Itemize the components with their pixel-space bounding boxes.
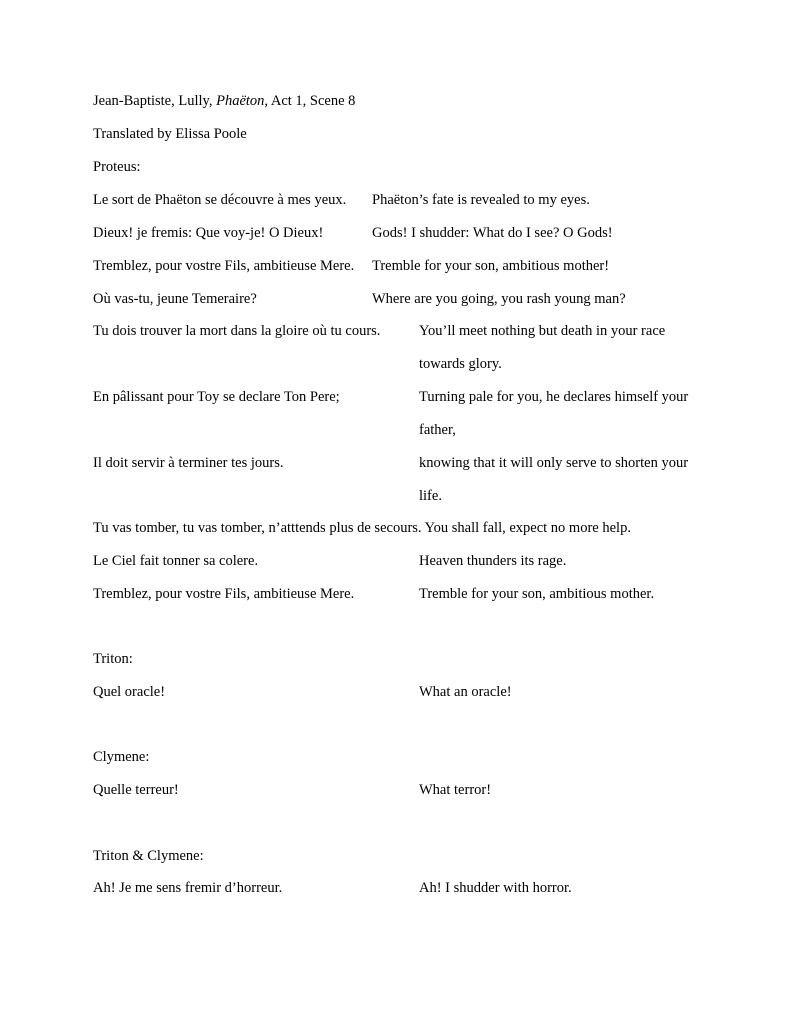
- line-en: What an oracle!: [419, 684, 512, 700]
- line-en-continued: towards glory.: [419, 356, 502, 372]
- line-fr: Tremblez, pour vostre Fils, ambitieuse Mere.: [93, 258, 355, 274]
- line-fr: Quelle terreur!: [93, 782, 179, 798]
- line-fr: Quel oracle!: [93, 684, 166, 700]
- line-fr: Où vas-tu, jeune Temeraire?: [93, 291, 257, 307]
- line-fr: Ah! Je me sens fremir d’horreur.: [93, 880, 283, 896]
- speaker-triton-clymene: Triton & Clymene:: [93, 848, 204, 864]
- line-en: Gods! I shudder: What do I see? O Gods!: [372, 225, 613, 241]
- line-en: Ah! I shudder with horror.: [419, 880, 572, 896]
- line-en: Where are you going, you rash young man?: [372, 291, 626, 307]
- title-act-scene: , Act 1, Scene 8: [264, 93, 356, 109]
- title-composer: Jean-Baptiste, Lully,: [93, 93, 217, 109]
- line-en-continued: life.: [419, 488, 442, 504]
- line-en-continued: father,: [419, 422, 456, 438]
- line-full: Tu vas tomber, tu vas tomber, n’atttends plus de secours. You shall fall, expect no more help.: [93, 520, 631, 536]
- line-fr: En pâlissant pour Toy se declare Ton Pere;: [93, 389, 340, 405]
- speaker-proteus: Proteus:: [93, 159, 141, 175]
- title-work: Phaëton: [216, 93, 265, 109]
- speaker-clymene: Clymene:: [93, 749, 150, 765]
- line-en: What terror!: [419, 782, 492, 798]
- speaker-triton: Triton:: [93, 651, 133, 667]
- line-fr: Le sort de Phaëton se découvre à mes yeux.: [93, 192, 347, 208]
- line-fr: Tremblez, pour vostre Fils, ambitieuse Mere.: [93, 586, 355, 602]
- line-en: Tremble for your son, ambitious mother.: [419, 586, 655, 602]
- line-fr: Il doit servir à terminer tes jours.: [93, 455, 284, 471]
- line-en: knowing that it will only serve to shorten your: [419, 455, 689, 471]
- translator-credit: Translated by Elissa Poole: [93, 126, 247, 142]
- line-en: Turning pale for you, he declares himself your: [419, 389, 689, 405]
- line-en: Heaven thunders its rage.: [419, 553, 567, 569]
- line-en: You’ll meet nothing but death in your race: [419, 323, 666, 339]
- line-en: Phaëton’s fate is revealed to my eyes.: [372, 192, 590, 208]
- document-title: [93, 92, 355, 110]
- line-fr: Le Ciel fait tonner sa colere.: [93, 553, 259, 569]
- line-fr: Dieux! je fremis: Que voy-je! O Dieux!: [93, 225, 324, 241]
- line-en: Tremble for your son, ambitious mother!: [372, 258, 610, 274]
- line-fr: Tu dois trouver la mort dans la gloire où tu cours.: [93, 323, 381, 339]
